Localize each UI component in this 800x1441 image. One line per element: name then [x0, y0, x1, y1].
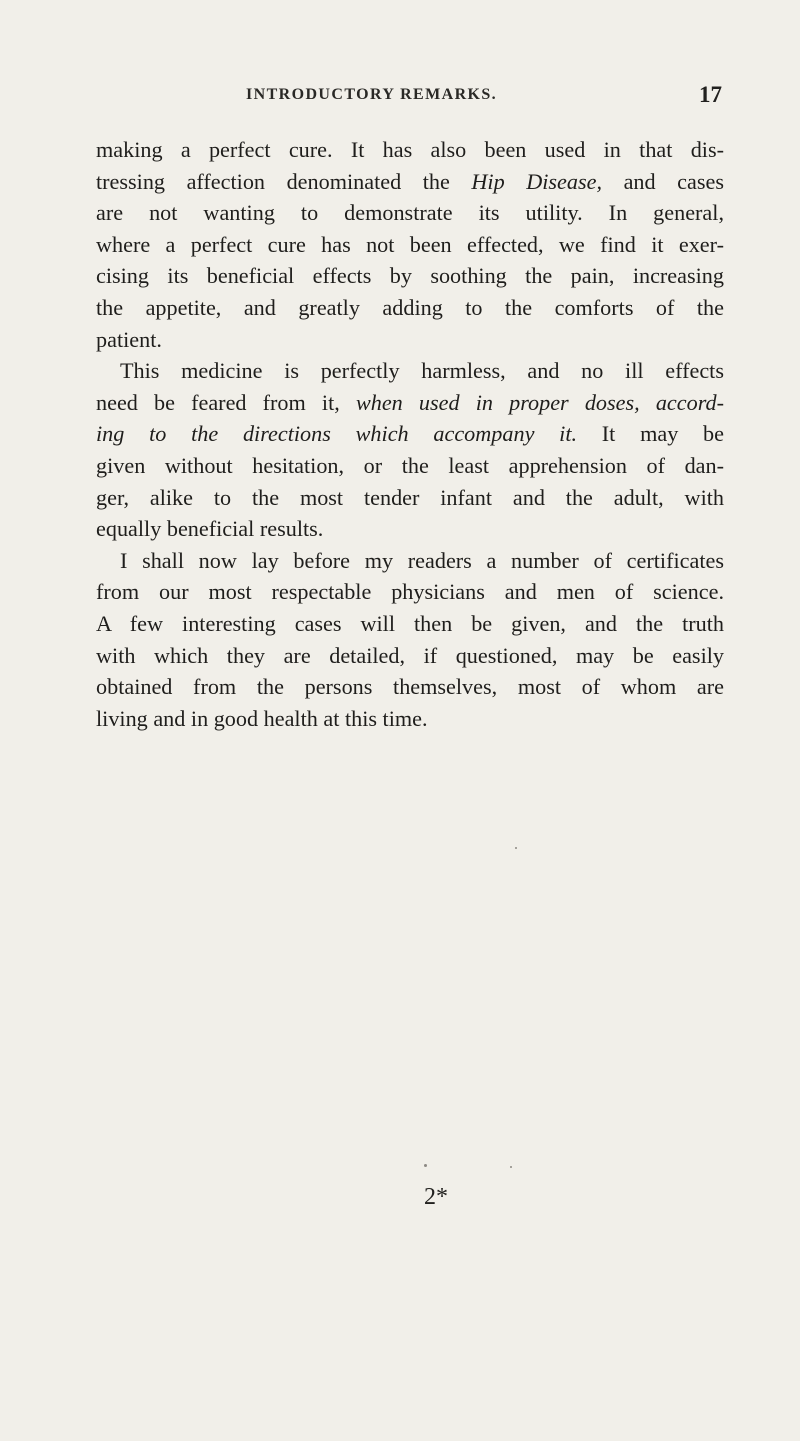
running-head [246, 82, 722, 112]
text-line: are not wanting to demonstrate its utility. In general, [96, 200, 724, 226]
text-line: given without hesitation, or the least apprehension of dan- [96, 452, 724, 478]
page-number: 17 [699, 82, 722, 107]
text-line [96, 166, 724, 198]
text-fragment: and cases [602, 168, 724, 194]
text-line: making a perfect cure. It has also been used in that dis- [96, 137, 724, 162]
text-line: from our most respectable physicians and men of science. [96, 579, 724, 605]
text-line: I shall now lay before my readers a number of certificates [120, 547, 724, 573]
text-fragment: It may be [577, 421, 724, 447]
signature-mark: 2* [424, 1184, 448, 1210]
text-line: living and in good health at this time. [96, 705, 428, 731]
text-line: patient. [96, 326, 162, 352]
italic-disease-name: Hip Disease, [471, 168, 603, 194]
text-line: obtained from the persons themselves, most of whom are [96, 674, 724, 700]
text-line: with which they are detailed, if questioned, may be easily [96, 642, 724, 668]
paper-speck [515, 847, 517, 849]
text-line: This medicine is perfectly harmless, and no ill effects [120, 358, 724, 384]
text-line: equally beneficial results. [96, 516, 324, 542]
running-title: INTRODUCTORY REMARKS. [246, 86, 498, 103]
paper-speck [424, 1164, 427, 1167]
text-line: cising its beneficial effects by soothing the pain, increasing [96, 263, 724, 289]
text-line [96, 418, 724, 450]
text-line: the appetite, and greatly adding to the comforts of the [96, 294, 724, 320]
italic-instruction: ing to the directions which accompany it. [96, 421, 578, 447]
paper-speck [510, 1166, 512, 1168]
text-line: A few interesting cases will then be given, and the truth [96, 610, 724, 636]
text-fragment: need be feared from it, [96, 389, 356, 415]
text-fragment: tressing affection denominated the [96, 168, 472, 194]
text-line: where a perfect cure has not been effected, we find it exer- [96, 231, 724, 257]
text-line: ger, alike to the most tender infant and the adult, with [96, 484, 724, 510]
body-text [96, 134, 724, 734]
italic-instruction: when used in proper doses, accord- [355, 389, 724, 415]
text-line [96, 387, 724, 419]
